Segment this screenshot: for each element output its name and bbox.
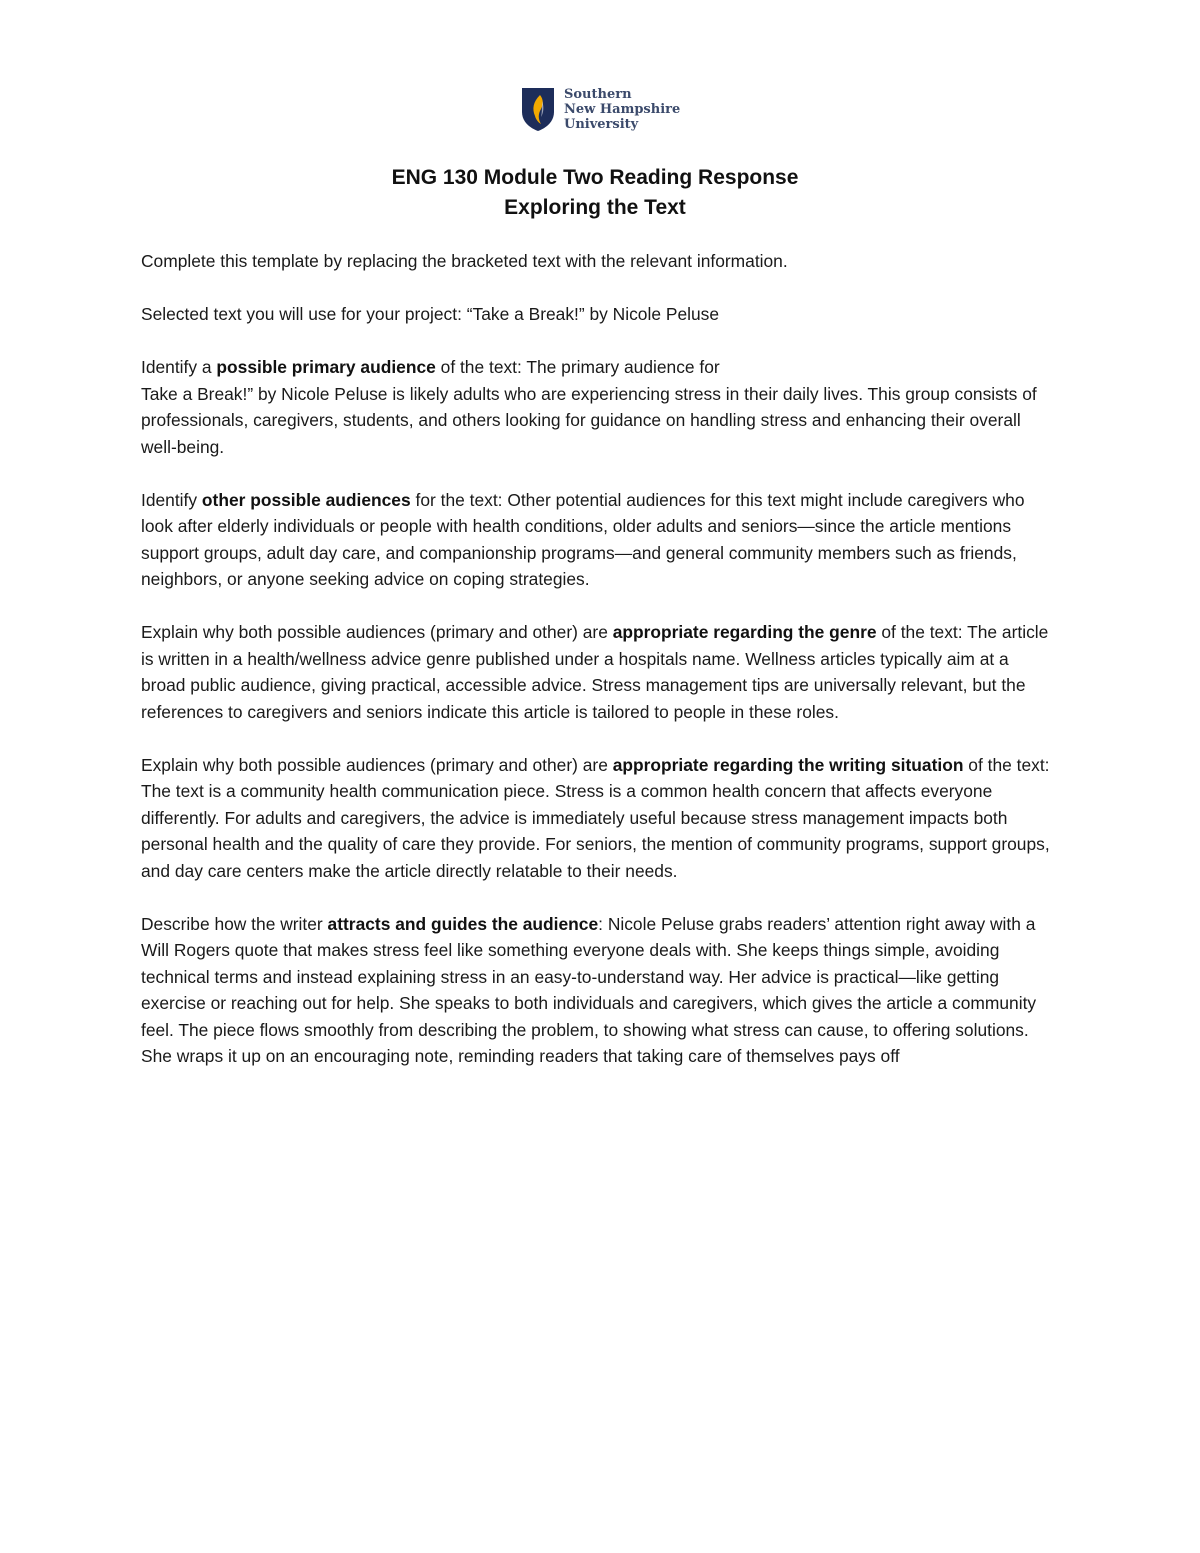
answer-text: The text is a community health communication piece. Stress is a common health concern that affects everyone differently. For adults and caregivers, the advice is immediately useful because stress management impacts both personal health and the quality of care they provide. For seniors, the mention of community programs, support groups, and day care centers make the article directly relatable to their needs. (141, 781, 1050, 881)
prompt-keyword: attracts and guides the audience (327, 913, 599, 934)
instructions-paragraph: Complete this template by replacing the bracketed text with the relevant information. (141, 251, 788, 271)
answer-text: The primary audience for (526, 357, 720, 377)
selected-text-paragraph: Selected text you will use for your project: “Take a Break!” by Nicole Peluse (141, 304, 720, 324)
prompt-keyword: possible primary audience (216, 357, 436, 377)
prompt-keyword: appropriate regarding the writing situation (612, 754, 964, 775)
attracts-guides-paragraph (141, 911, 1056, 1070)
document-title (0, 163, 1190, 223)
prompt-prefix: Identify (141, 489, 202, 510)
snhu-logo (520, 84, 700, 134)
genre-paragraph (141, 619, 1056, 725)
logo-wordmark (564, 87, 680, 132)
writing-situation-paragraph (141, 752, 1056, 885)
prompt-keyword: other possible audiences (201, 489, 411, 510)
logo-line-3: University (564, 116, 639, 132)
prompt-prefix: Explain why both possible audiences (primary and other) are (141, 622, 613, 642)
answer-text: The article is written in a health/wellness advice genre published under a hospitals name. Wellness articles typically aim at a broad public audience, giving practical, accessible advice. Stress management tips are universally relevant, but the references to caregivers and seniors indicate this article is tailored to people in these roles. (141, 622, 1049, 722)
other-audiences-paragraph (141, 487, 1056, 593)
shield-flame-icon (520, 86, 556, 132)
logo-line-2: New Hampshire (564, 101, 681, 117)
prompt-keyword: appropriate regarding the genre (612, 622, 877, 642)
subtitle-line: Exploring the Text (504, 196, 686, 219)
title-line: ENG 130 Module Two Reading Response (391, 166, 799, 189)
prompt-prefix: Describe how the writer (141, 913, 328, 934)
prompt-prefix: Explain why both possible audiences (primary and other) are (141, 754, 613, 775)
answer-text: Nicole Peluse grabs readers’ attention right away with a Will Rogers quote that makes stress feel like something everyone deals with. She keeps things simple, avoiding technical terms and instead explaining stress in an easy-to-understand way. Her advice is practical—like getting exercise or reaching out for help. She speaks to both individuals and caregivers, which gives the article a community feel. The piece flows smoothly from describing the problem, to showing what stress can cause, to offering solutions. She wraps it up on an encouraging note, reminding readers that taking care of themselves pays off (141, 913, 1037, 1066)
primary-audience-paragraph (141, 354, 1056, 460)
logo-line-1: Southern (564, 86, 632, 102)
prompt-suffix: for the text: (410, 489, 508, 510)
prompt-suffix: of the text: (963, 754, 1050, 775)
document-body (141, 248, 1056, 1096)
prompt-suffix: : (598, 913, 608, 934)
answer-text: Other potential audiences for this text might include caregivers who look after elderly individuals or people with health conditions, older adults and seniors—since the article mentions support groups, adult day care, and companionship programs—and general community members such as friends, neighbors, or anyone seeking advice on coping strategies. (141, 489, 1025, 589)
prompt-suffix: of the text: (876, 622, 968, 642)
answer-text-continued: Take a Break!” by Nicole Peluse is likely adults who are experiencing stress in their daily lives. This group consists of professionals, caregivers, students, and others looking for guidance on handling stress and enhancing their overall well-being. (141, 383, 1037, 457)
prompt-suffix: of the text: (435, 357, 527, 377)
prompt-prefix: Identify a (141, 357, 217, 377)
